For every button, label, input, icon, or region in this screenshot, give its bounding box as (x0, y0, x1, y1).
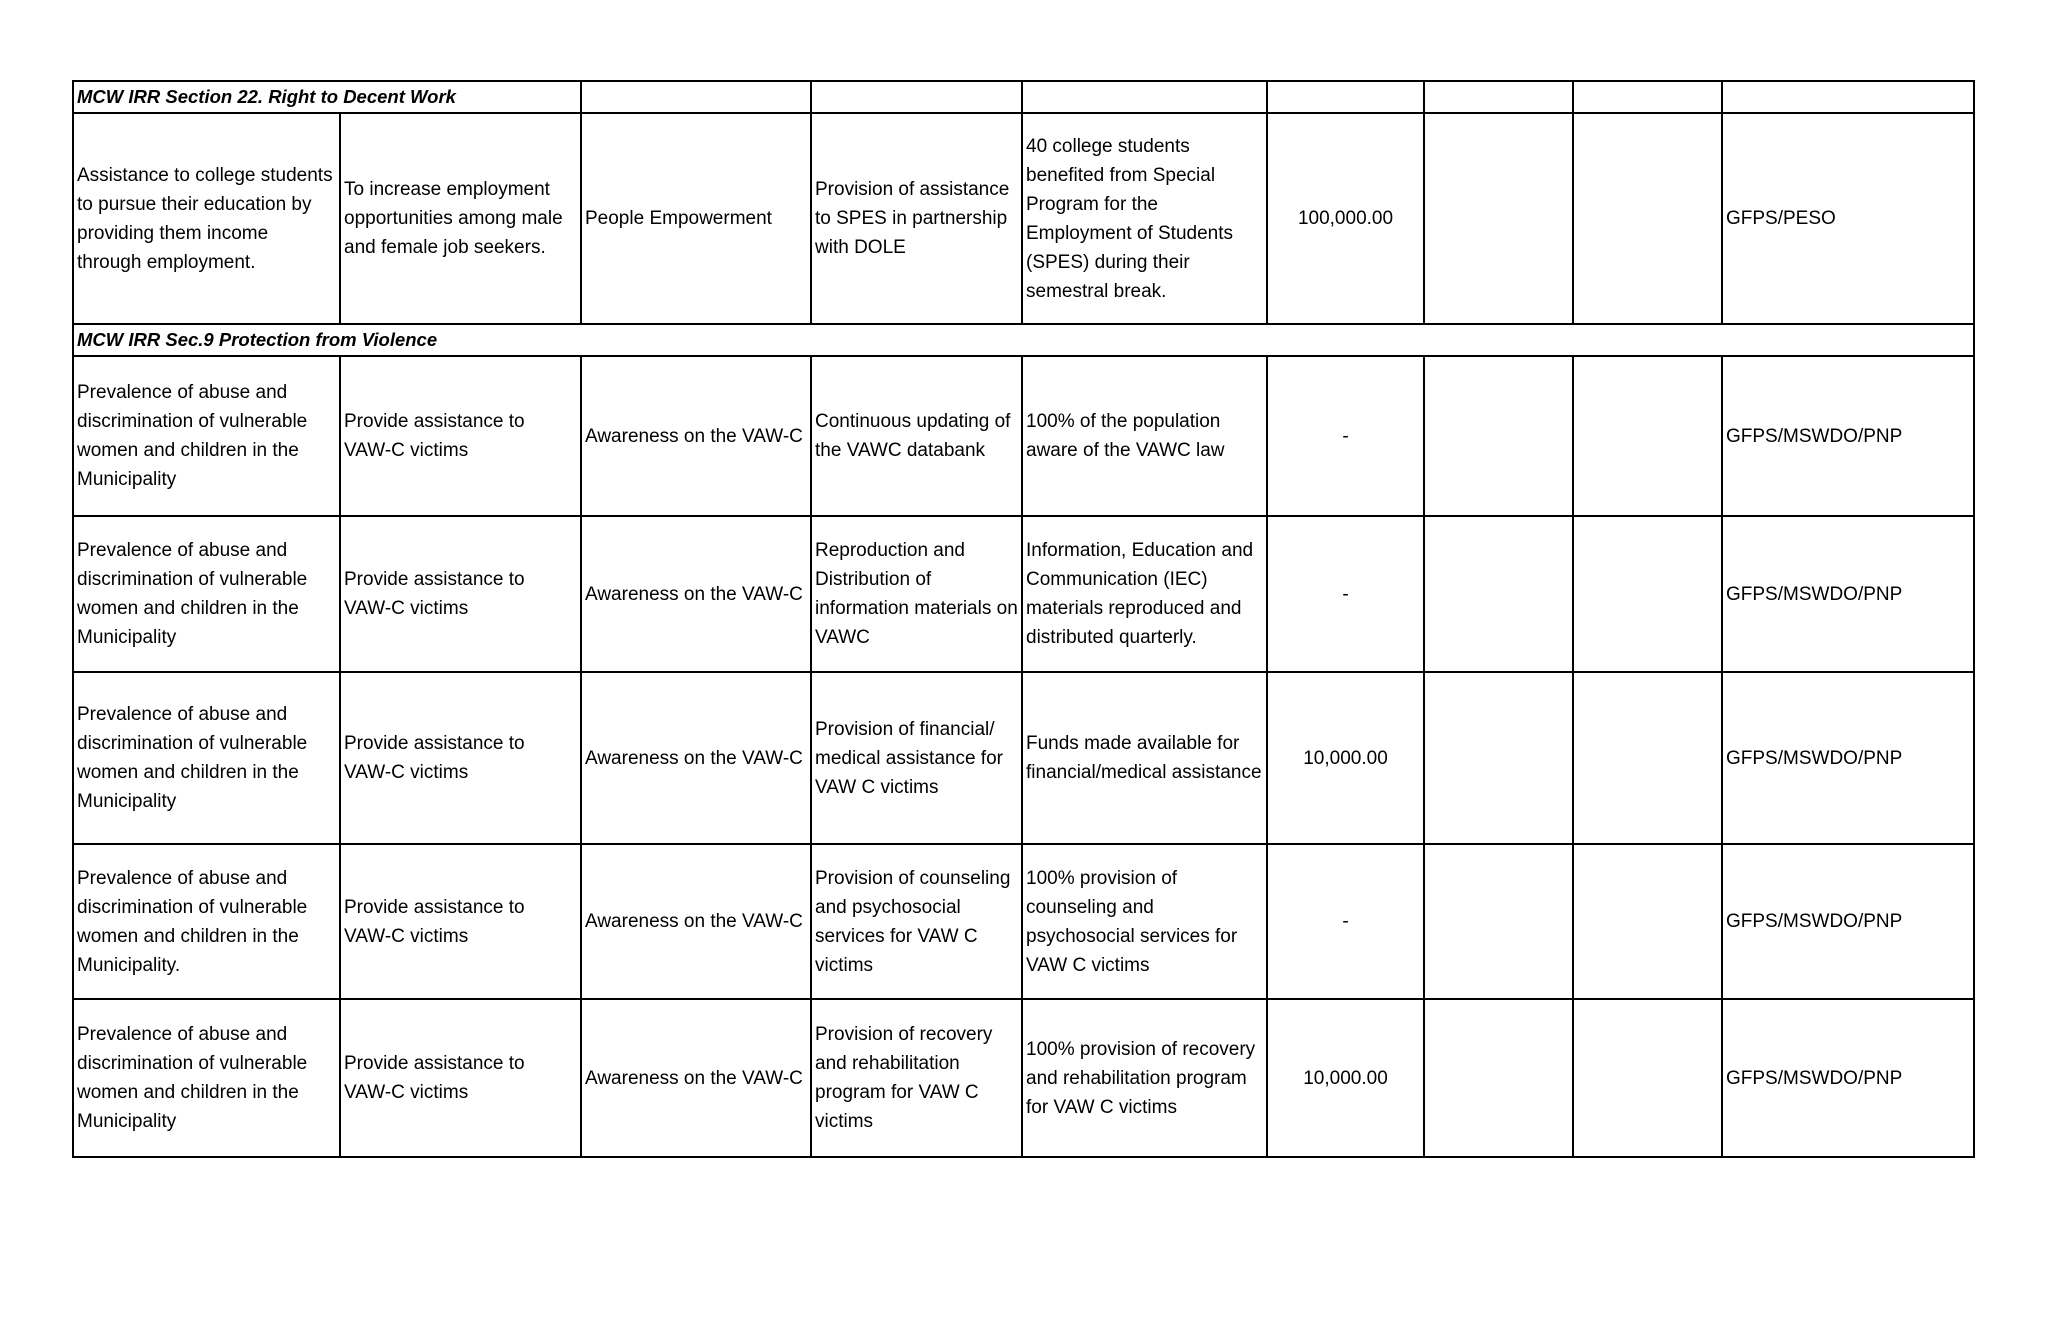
program-cell: Awareness on the VAW-C (581, 672, 811, 844)
empty-cell (1573, 672, 1722, 844)
empty-cell (1573, 356, 1722, 516)
indicator-cell: Funds made available for financial/medical assistance (1022, 672, 1267, 844)
office-cell: GFPS/PESO (1722, 113, 1974, 324)
budget-cell: 10,000.00 (1267, 672, 1424, 844)
indicator-cell: 100% provision of counseling and psychosocial services for VAW C victims (1022, 844, 1267, 999)
empty-cell (1267, 81, 1424, 113)
section-header-row (73, 324, 1974, 356)
section-heading: MCW IRR Section 22. Right to Decent Work (73, 81, 581, 113)
office-cell: GFPS/MSWDO/PNP (1722, 999, 1974, 1157)
office-cell: GFPS/MSWDO/PNP (1722, 516, 1974, 672)
section-heading: MCW IRR Sec.9 Protection from Violence (73, 324, 1974, 356)
office-cell: GFPS/MSWDO/PNP (1722, 844, 1974, 999)
gender-issue-cell: Prevalence of abuse and discrimination of vulnerable women and children in the Municipality (73, 999, 340, 1157)
indicator-cell: 100% provision of recovery and rehabilitation program for VAW C victims (1022, 999, 1267, 1157)
objective-cell: Provide assistance to VAW-C victims (340, 356, 581, 516)
table-row (73, 113, 1974, 324)
empty-cell (581, 81, 811, 113)
gender-issue-cell: Prevalence of abuse and discrimination of vulnerable women and children in the Municipality. (73, 844, 340, 999)
empty-cell (1424, 356, 1573, 516)
empty-cell (811, 81, 1022, 113)
indicator-cell: 100% of the population aware of the VAWC law (1022, 356, 1267, 516)
empty-cell (1022, 81, 1267, 113)
table-row (73, 516, 1974, 672)
empty-cell (1573, 999, 1722, 1157)
activity-cell: Provision of assistance to SPES in partnership with DOLE (811, 113, 1022, 324)
indicator-cell: 40 college students benefited from Special Program for the Employment of Students (SPES) during their semestral break. (1022, 113, 1267, 324)
empty-cell (1573, 81, 1722, 113)
activity-cell: Provision of recovery and rehabilitation program for VAW C victims (811, 999, 1022, 1157)
empty-cell (1424, 113, 1573, 324)
empty-cell (1424, 516, 1573, 672)
empty-cell (1722, 81, 1974, 113)
empty-cell (1424, 672, 1573, 844)
gender-issue-cell: Prevalence of abuse and discrimination of vulnerable women and children in the Municipality (73, 672, 340, 844)
budget-cell: 10,000.00 (1267, 999, 1424, 1157)
program-cell: Awareness on the VAW-C (581, 844, 811, 999)
program-cell: Awareness on the VAW-C (581, 516, 811, 672)
indicator-cell: Information, Education and Communication (IEC) materials reproduced and distributed quarterly. (1022, 516, 1267, 672)
empty-cell (1573, 516, 1722, 672)
activity-cell: Reproduction and Distribution of information materials on VAWC (811, 516, 1022, 672)
table-row (73, 672, 1974, 844)
budget-cell: - (1267, 516, 1424, 672)
gender-issue-cell: Prevalence of abuse and discrimination of vulnerable women and children in the Municipality (73, 516, 340, 672)
activity-cell: Provision of financial/ medical assistance for VAW C victims (811, 672, 1022, 844)
gender-issue-cell: Assistance to college students to pursue their education by providing them income through employment. (73, 113, 340, 324)
table-row (73, 999, 1974, 1157)
program-cell: Awareness on the VAW-C (581, 999, 811, 1157)
objective-cell: To increase employment opportunities among male and female job seekers. (340, 113, 581, 324)
empty-cell (1424, 999, 1573, 1157)
budget-cell: - (1267, 356, 1424, 516)
gad-plan-table (72, 80, 1975, 1158)
empty-cell (1573, 844, 1722, 999)
table-row (73, 844, 1974, 999)
office-cell: GFPS/MSWDO/PNP (1722, 672, 1974, 844)
empty-cell (1424, 81, 1573, 113)
activity-cell: Continuous updating of the VAWC databank (811, 356, 1022, 516)
budget-cell: - (1267, 844, 1424, 999)
office-cell: GFPS/MSWDO/PNP (1722, 356, 1974, 516)
empty-cell (1424, 844, 1573, 999)
program-cell: Awareness on the VAW-C (581, 356, 811, 516)
activity-cell: Provision of counseling and psychosocial services for VAW C victims (811, 844, 1022, 999)
gender-issue-cell: Prevalence of abuse and discrimination of vulnerable women and children in the Municipality (73, 356, 340, 516)
objective-cell: Provide assistance to VAW-C victims (340, 999, 581, 1157)
budget-cell: 100,000.00 (1267, 113, 1424, 324)
objective-cell: Provide assistance to VAW-C victims (340, 516, 581, 672)
table-row (73, 356, 1974, 516)
program-cell: People Empowerment (581, 113, 811, 324)
empty-cell (1573, 113, 1722, 324)
section-header-row (73, 81, 1974, 113)
objective-cell: Provide assistance to VAW-C victims (340, 844, 581, 999)
objective-cell: Provide assistance to VAW-C victims (340, 672, 581, 844)
